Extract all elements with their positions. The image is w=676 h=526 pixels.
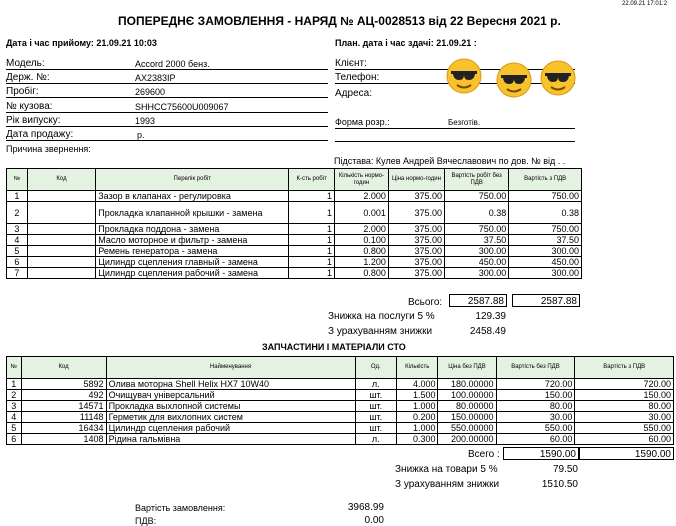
- table-row: 5 Ремень генератора - замена 1 0.800 375.00 300.00 300.00: [7, 246, 582, 257]
- payment-value: Безготів.: [448, 118, 481, 127]
- header-cell: К-сть робіт: [289, 169, 335, 191]
- parts-total-cost: 1590.00: [503, 447, 579, 460]
- field-value: Accord 2000 бенз.: [135, 59, 210, 69]
- received-datetime: Дата і час прийому: 21.09.21 10:03: [6, 38, 157, 48]
- parts-total-vat: 1590.00: [579, 447, 674, 460]
- works-total-label: Всього:: [408, 297, 443, 308]
- header-cell: Код: [27, 169, 96, 191]
- table-row: 3 14571 Прокладка выхлопной системы шт. 1.000 80.00000 80.00 80.00: [7, 401, 674, 412]
- header-cell: Код: [21, 357, 106, 379]
- header-cell: Вартість без ПДВ: [496, 357, 575, 379]
- table-row: 4 Масло моторное и фильтр - замена 1 0.100 375.00 37.50 37.50: [7, 235, 582, 246]
- table-row: 7 Цилиндр сцепления рабочий - замена 1 0.800 375.00 300.00 300.00: [7, 268, 582, 279]
- field-label: Модель:: [6, 58, 45, 69]
- order-cost-label: Вартість замовлення:: [135, 503, 226, 513]
- client-label: Клієнт:: [335, 58, 367, 69]
- header-cell: Од.: [355, 357, 396, 379]
- parts-table: [6, 356, 674, 445]
- field-label: Пробіг:: [6, 86, 39, 97]
- payment-label: Форма розр.:: [335, 117, 390, 127]
- order-cost-value: 3968.99: [347, 502, 384, 513]
- sunglasses-emoji-icon: [496, 62, 532, 98]
- table-row: 1 5892 Олива моторна Shell Helix HX7 10W40 л. 4.000 180.00000 720.00 720.00: [7, 379, 674, 390]
- table-row: 6 1408 Рідина гальмівна л. 0.300 200.00000 60.00 60.00: [7, 434, 674, 445]
- parts-total-label: Всего :: [468, 449, 500, 460]
- works-discount-value: 129.39: [475, 311, 506, 322]
- works-with-discount-value: 2458.49: [469, 326, 506, 337]
- header-cell: Кількість нормо-годин: [334, 169, 388, 191]
- document-title: ПОПЕРЕДНЄ ЗАМОВЛЕННЯ - НАРЯД № АЦ-0028513 від 22 Вересня 2021 р.: [118, 14, 561, 28]
- field-label: Дата продажу:: [6, 129, 74, 140]
- header-cell: Найменування: [106, 357, 355, 379]
- table-row: 1 Зазор в клапанах - регулировка 1 2.000 375.00 750.00 750.00: [7, 191, 582, 202]
- table-row: 6 Цилиндр сцепления главный - замена 1 1.200 375.00 450.00 450.00: [7, 257, 582, 268]
- planned-datetime: План. дата і час здачі: 21.09.21 :: [335, 38, 477, 48]
- basis-line: Підстава: Кулев Андрей Вячеславович по дов. № від . .: [334, 156, 566, 166]
- works-with-discount-label: З урахуванням знижки: [328, 326, 433, 337]
- works-total-vat: 2587.88: [512, 294, 580, 307]
- works-table: [6, 168, 582, 279]
- header-cell: Вартість з ПДВ: [575, 357, 674, 379]
- works-discount-label: Знижка на послуги 5 %: [328, 311, 435, 322]
- header-cell: №: [7, 169, 28, 191]
- header-cell: Вартість з ПДВ: [509, 169, 582, 191]
- field-value: AX2383IP: [135, 73, 176, 83]
- table-row: 3 Прокладка поддона - замена 1 2.000 375.00 750.00 750.00: [7, 224, 582, 235]
- field-label: № кузова:: [6, 101, 53, 112]
- field-label: Рік випуску:: [6, 115, 61, 126]
- table-row: 5 16434 Цилиндр сцепления рабочий шт. 1.000 550.00000 550.00 550.00: [7, 423, 674, 434]
- parts-discount-label: Знижка на товари 5 %: [395, 464, 498, 475]
- table-row: 2 Прокладка клапанной крышки - замена 1 0.001 375.00 0.38 0.38: [7, 202, 582, 224]
- header-cell: Ціна нормо-годин: [388, 169, 444, 191]
- parts-section-title: ЗАПЧАСТИНИ І МАТЕРІАЛИ СТО: [262, 342, 406, 352]
- table-row: 2 492 Очищувач універсальний шт. 1.500 100.00000 150.00 150.00: [7, 390, 674, 401]
- parts-header-row: [7, 357, 674, 379]
- header-cell: Кількість: [397, 357, 438, 379]
- parts-with-discount-label: З урахуванням знижки: [395, 479, 500, 490]
- header-cell: №: [7, 357, 22, 379]
- parts-with-discount-value: 1510.50: [541, 479, 578, 490]
- header-cell: Вартість робіт без ПДВ: [444, 169, 508, 191]
- reason-label: Причина звернення:: [6, 144, 91, 154]
- sunglasses-emoji-icon: [540, 60, 576, 96]
- vat-value: 0.00: [364, 515, 384, 526]
- sunglasses-emoji-icon: [446, 58, 482, 94]
- vat-label: ПДВ:: [135, 516, 157, 526]
- works-header-row: [7, 169, 582, 191]
- works-total-cost: 2587.88: [449, 294, 507, 307]
- print-timestamp: 22.09.21 17:01:2: [622, 1, 668, 7]
- field-value: 269600: [135, 87, 166, 97]
- parts-discount-value: 79.50: [552, 464, 578, 475]
- field-value: SHHCC75600U009067: [135, 102, 229, 112]
- field-label: Держ. №:: [6, 72, 50, 83]
- header-cell: Ціна без ПДВ: [438, 357, 496, 379]
- phone-label: Телефон:: [335, 72, 380, 83]
- field-value: 1993: [135, 116, 156, 126]
- header-cell: Перелік робіт: [96, 169, 289, 191]
- table-row: 4 11148 Герметик для вихлопних систем шт. 0.200 150.00000 30.00 30.00: [7, 412, 674, 423]
- address-label: Адреса:: [335, 88, 372, 99]
- field-value: р.: [137, 130, 145, 140]
